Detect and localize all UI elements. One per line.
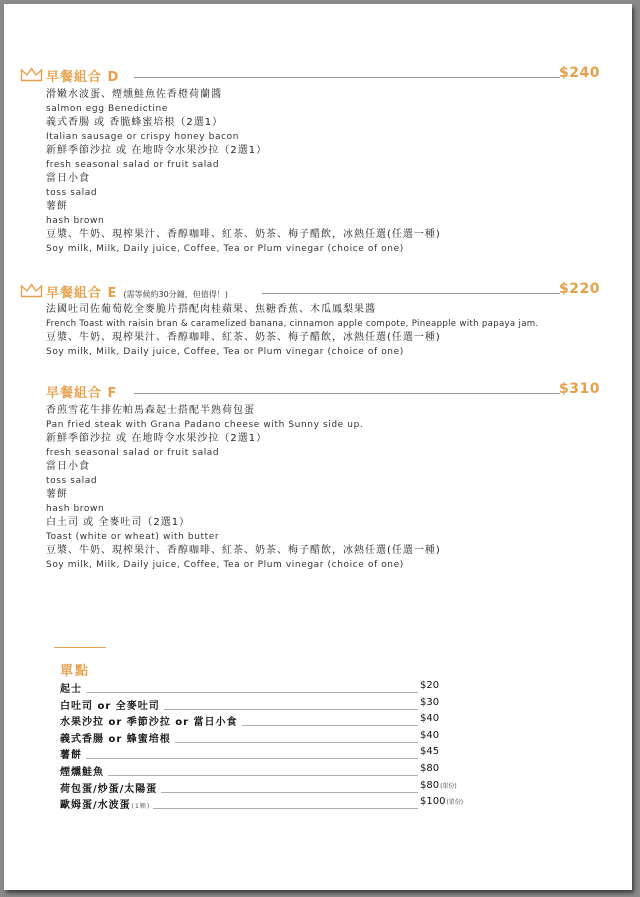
item-price: $100(單份) [420,796,464,808]
menu-item [46,331,538,359]
menu-item [46,172,441,200]
set-f-items [46,404,441,572]
title-leader-line [134,77,560,78]
a-la-carte-item [60,728,480,745]
crown-icon [20,67,43,82]
menu-item [46,432,441,460]
item-unit: (單份) [446,799,464,807]
item-en: Soy milk, Milk, Daily juice, Coffee, Tea or Plum vinegar (choice of one) [46,347,404,357]
item-zh: 義式香腸 或 香脆蜂蜜培根（2選1） [46,117,224,128]
menu-item [46,303,538,331]
item-zh: 當日小食 [46,461,90,472]
menu-item [46,88,441,116]
item-zh: 白土司 或 全麥吐司（2選1） [46,517,191,528]
menu-item [46,488,441,516]
set-e-section [4,281,632,357]
item-price: $45 [420,746,440,758]
item-en: fresh seasonal salad or fruit salad [46,448,220,458]
item-en: Italian sausage or crispy honey bacon [46,132,240,142]
item-zh: 滑嫩水波蛋、煙燻鮭魚佐香橙荷蘭醬 [46,89,222,100]
title-leader-line [134,393,560,394]
menu-item [46,116,441,144]
item-en: fresh seasonal salad or fruit salad [46,160,220,170]
item-zh: 豆漿、牛奶、現榨果汁、香醇咖啡、紅茶、奶茶、梅子醋飲，冰熱任選(任選一種) [46,545,441,556]
item-en: hash brown [46,504,105,514]
item-en: Toast (white or wheat) with butter [46,532,220,542]
item-en: salmon egg Benedictine [46,104,168,114]
set-d-items [46,88,441,256]
item-zh: 薯餅 [46,201,68,212]
item-unit: (單份) [440,782,457,790]
set-price: $310 [559,381,600,397]
menu-item [46,404,441,432]
menu-page [4,4,632,890]
a-la-carte-title: 單點 [60,664,91,679]
menu-item [46,516,441,544]
leader-line [60,692,418,693]
set-e-items [46,303,538,359]
item-zh: 新鮮季節沙拉 或 在地時令水果沙拉（2選1） [46,145,268,156]
item-zh: 當日小食 [46,173,90,184]
item-name: 白吐司 or 全麥吐司 [60,697,164,712]
item-en: hash brown [46,216,105,226]
item-zh: 香煎雪花牛排佐帕馬森起士搭配半熟荷包蛋 [46,405,255,416]
item-en: toss salad [46,476,98,486]
set-e-header [4,282,632,300]
set-title: 早餐組合 F [46,386,118,401]
item-zh: 法國吐司佐葡萄乾全麥脆片搭配肉桂蘋果、焦糖香蕉、木瓜鳳梨果醬 [46,304,376,315]
a-la-carte-item [60,695,480,712]
item-en: toss salad [46,188,98,198]
item-price: $30 [420,696,440,708]
set-d-section [4,65,632,254]
a-la-carte-item [60,678,480,695]
set-d-header [4,66,632,84]
set-price: $220 [559,281,600,297]
section-divider [54,647,106,648]
item-price: $40 [420,729,440,741]
item-name: 起士 [60,680,86,695]
a-la-carte-item [60,778,480,795]
item-en: French Toast with raisin bran & caramelized banana, cinnamon apple compote, Pineapple with papaya jam. [46,319,539,329]
item-name: 歐姆蛋/水波蛋(1顆) [60,796,153,811]
crown-icon [20,283,43,298]
a-la-carte-item [60,711,480,728]
item-price: $40 [420,713,440,725]
item-name: 薯餅 [60,746,86,761]
item-name: 水果沙拉 or 季節沙拉 or 當日小食 [60,713,242,728]
item-price: $80(單份) [420,779,457,791]
item-en: Soy milk, Milk, Daily juice, Coffee, Tea or Plum vinegar (choice of one) [46,560,404,570]
item-en: Pan fried steak with Grana Padano cheese with Sunny side up. [46,420,364,430]
set-title: 早餐組合 D [46,70,120,85]
menu-item [46,460,441,488]
item-name: 荷包蛋/炒蛋/太陽蛋 [60,780,161,795]
set-f-section [4,381,632,570]
leader-line [60,775,418,776]
a-la-carte-item [60,744,480,761]
set-f-header [4,382,632,400]
menu-item [46,228,441,256]
a-la-carte-item [60,794,480,811]
leader-line [60,758,418,759]
menu-item [46,144,441,172]
item-zh: 薯餅 [46,489,68,500]
set-title-text: 早餐組合 E [46,286,118,301]
menu-item [46,544,441,572]
title-leader-line [262,293,560,294]
item-suffix: (1顆) [131,803,151,811]
item-price: $80 [420,762,440,774]
set-note: (需等候約30分鐘，但值得！) [123,290,228,299]
set-title [46,282,228,301]
item-zh: 豆漿、牛奶、現榨果汁、香醇咖啡、紅茶、奶茶、梅子醋飲，冰熱任選(任選一種) [46,332,441,343]
item-en: Soy milk, Milk, Daily juice, Coffee, Tea or Plum vinegar (choice of one) [46,244,404,254]
set-price: $240 [559,65,600,81]
a-la-carte-item [60,761,480,778]
item-zh: 新鮮季節沙拉 或 在地時令水果沙拉（2選1） [46,433,268,444]
a-la-carte-list [60,678,480,811]
item-name: 義式香腸 or 蜂蜜培根 [60,730,175,745]
item-name: 煙燻鮭魚 [60,763,108,778]
item-price: $20 [420,680,440,691]
item-zh: 豆漿、牛奶、現榨果汁、香醇咖啡、紅茶、奶茶、梅子醋飲，冰熱任選(任選一種) [46,229,441,240]
menu-item [46,200,441,228]
